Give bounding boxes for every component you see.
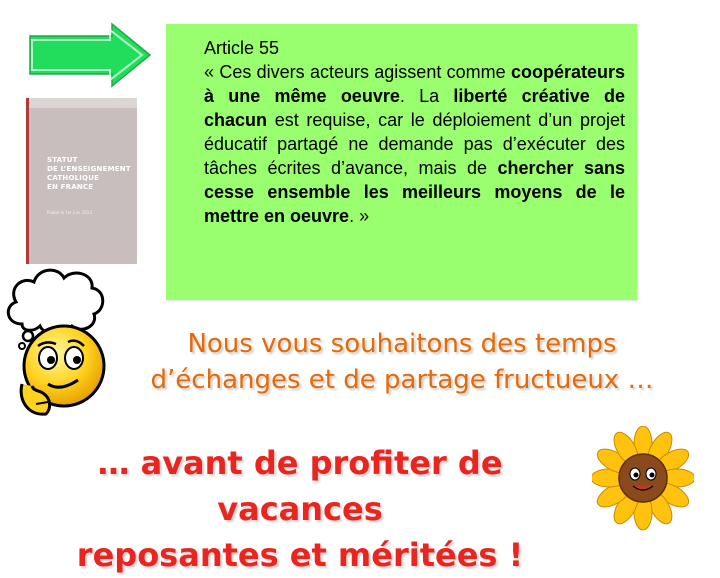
vacances-text bbox=[20, 440, 580, 578]
booklet-top-band bbox=[29, 98, 137, 108]
vacances-line-1: … avant de profiter de vacances bbox=[97, 444, 503, 528]
article-bold-liberte: liberté créative de chacun bbox=[204, 86, 625, 130]
article-heading: Article 55 bbox=[204, 38, 280, 58]
vacances-line-2: reposantes et méritées ! bbox=[76, 536, 524, 574]
article-box bbox=[166, 24, 637, 300]
right-arrow-icon bbox=[28, 22, 152, 88]
sunflower-icon bbox=[592, 426, 694, 534]
booklet-date: Publié le 1er juin 2013 bbox=[47, 210, 92, 215]
article-quote-open: « Ces divers acteurs agissent comme bbox=[204, 62, 511, 82]
article-bold-chercher: chercher sans cesse ensemble les meilleurs moyens de le mettre en oeuvre bbox=[204, 158, 625, 226]
booklet-title: STATUT DE L’ENSEIGNEMENT CATHOLIQUE EN FRANCE bbox=[47, 156, 131, 191]
wish-text bbox=[94, 326, 710, 398]
article-bold-cooperateurs: coopérateurs à une même oeuvre bbox=[204, 62, 625, 106]
wish-line-1: Nous vous souhaitons des temps bbox=[187, 329, 617, 359]
booklet-cover-image bbox=[26, 98, 137, 264]
article-text-3: est requise, car le déploiement d’un projet éducatif partagé ne demande pas d’exécuter des tâches écrites d’avance, mais de bbox=[204, 110, 625, 178]
article-quote-close: . » bbox=[349, 206, 370, 226]
wish-line-2: d’échanges et de partage fructueux … bbox=[150, 365, 654, 395]
article-text-2: . La bbox=[399, 86, 454, 106]
article-text bbox=[204, 36, 625, 228]
